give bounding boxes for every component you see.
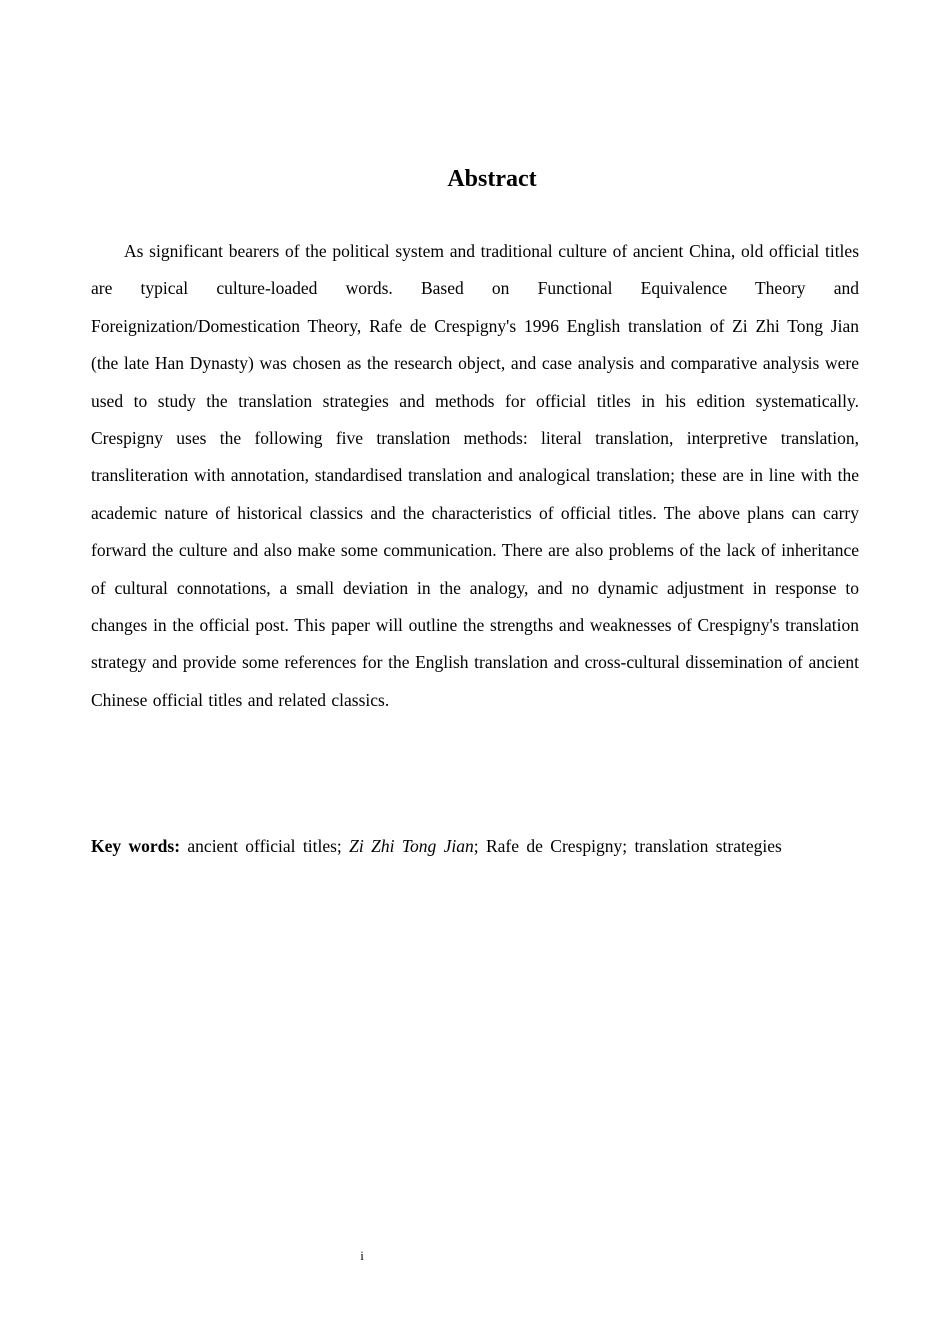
abstract-title: Abstract xyxy=(447,166,537,192)
keywords-text-part2: ; Rafe de Crespigny; translation strategies xyxy=(473,836,782,856)
abstract-paragraph: As significant bearers of the political system and traditional culture of ancient China, old official titles are typical culture-loaded words. Based on Functional Equivalence Theory and Foreignization/Domestication Theory, Rafe de Crespigny's 1996 English translation of Zi Zhi Tong Jian (the late Han Dynasty) was chosen as the research object, and case analysis and comparative analysis were used to study the translation strategies and methods for official titles in his edition systematically. Crespigny uses the following five translation methods: literal translation, interpretive translation, transliteration with annotation, standardised translation and analogical translation; these are in line with the academic nature of historical classics and the characteristics of official titles. The above plans can carry forward the culture and also make some communication. There are also problems of the lack of inheritance of cultural connotations, a small deviation in the analogy, and no dynamic adjustment in response to changes in the official post. This paper will outline the strengths and weaknesses of Crespigny's translation strategy and provide some references for the English translation and cross-cultural dissemination of ancient Chinese official titles and related classics. xyxy=(91,241,859,710)
page-number: i xyxy=(360,1248,364,1263)
keywords-line xyxy=(91,828,791,865)
keywords-text-part1: ancient official titles; xyxy=(180,836,350,856)
keywords-label: Key words: xyxy=(91,836,181,856)
keywords-italic-term: Zi Zhi Tong Jian xyxy=(349,836,474,856)
